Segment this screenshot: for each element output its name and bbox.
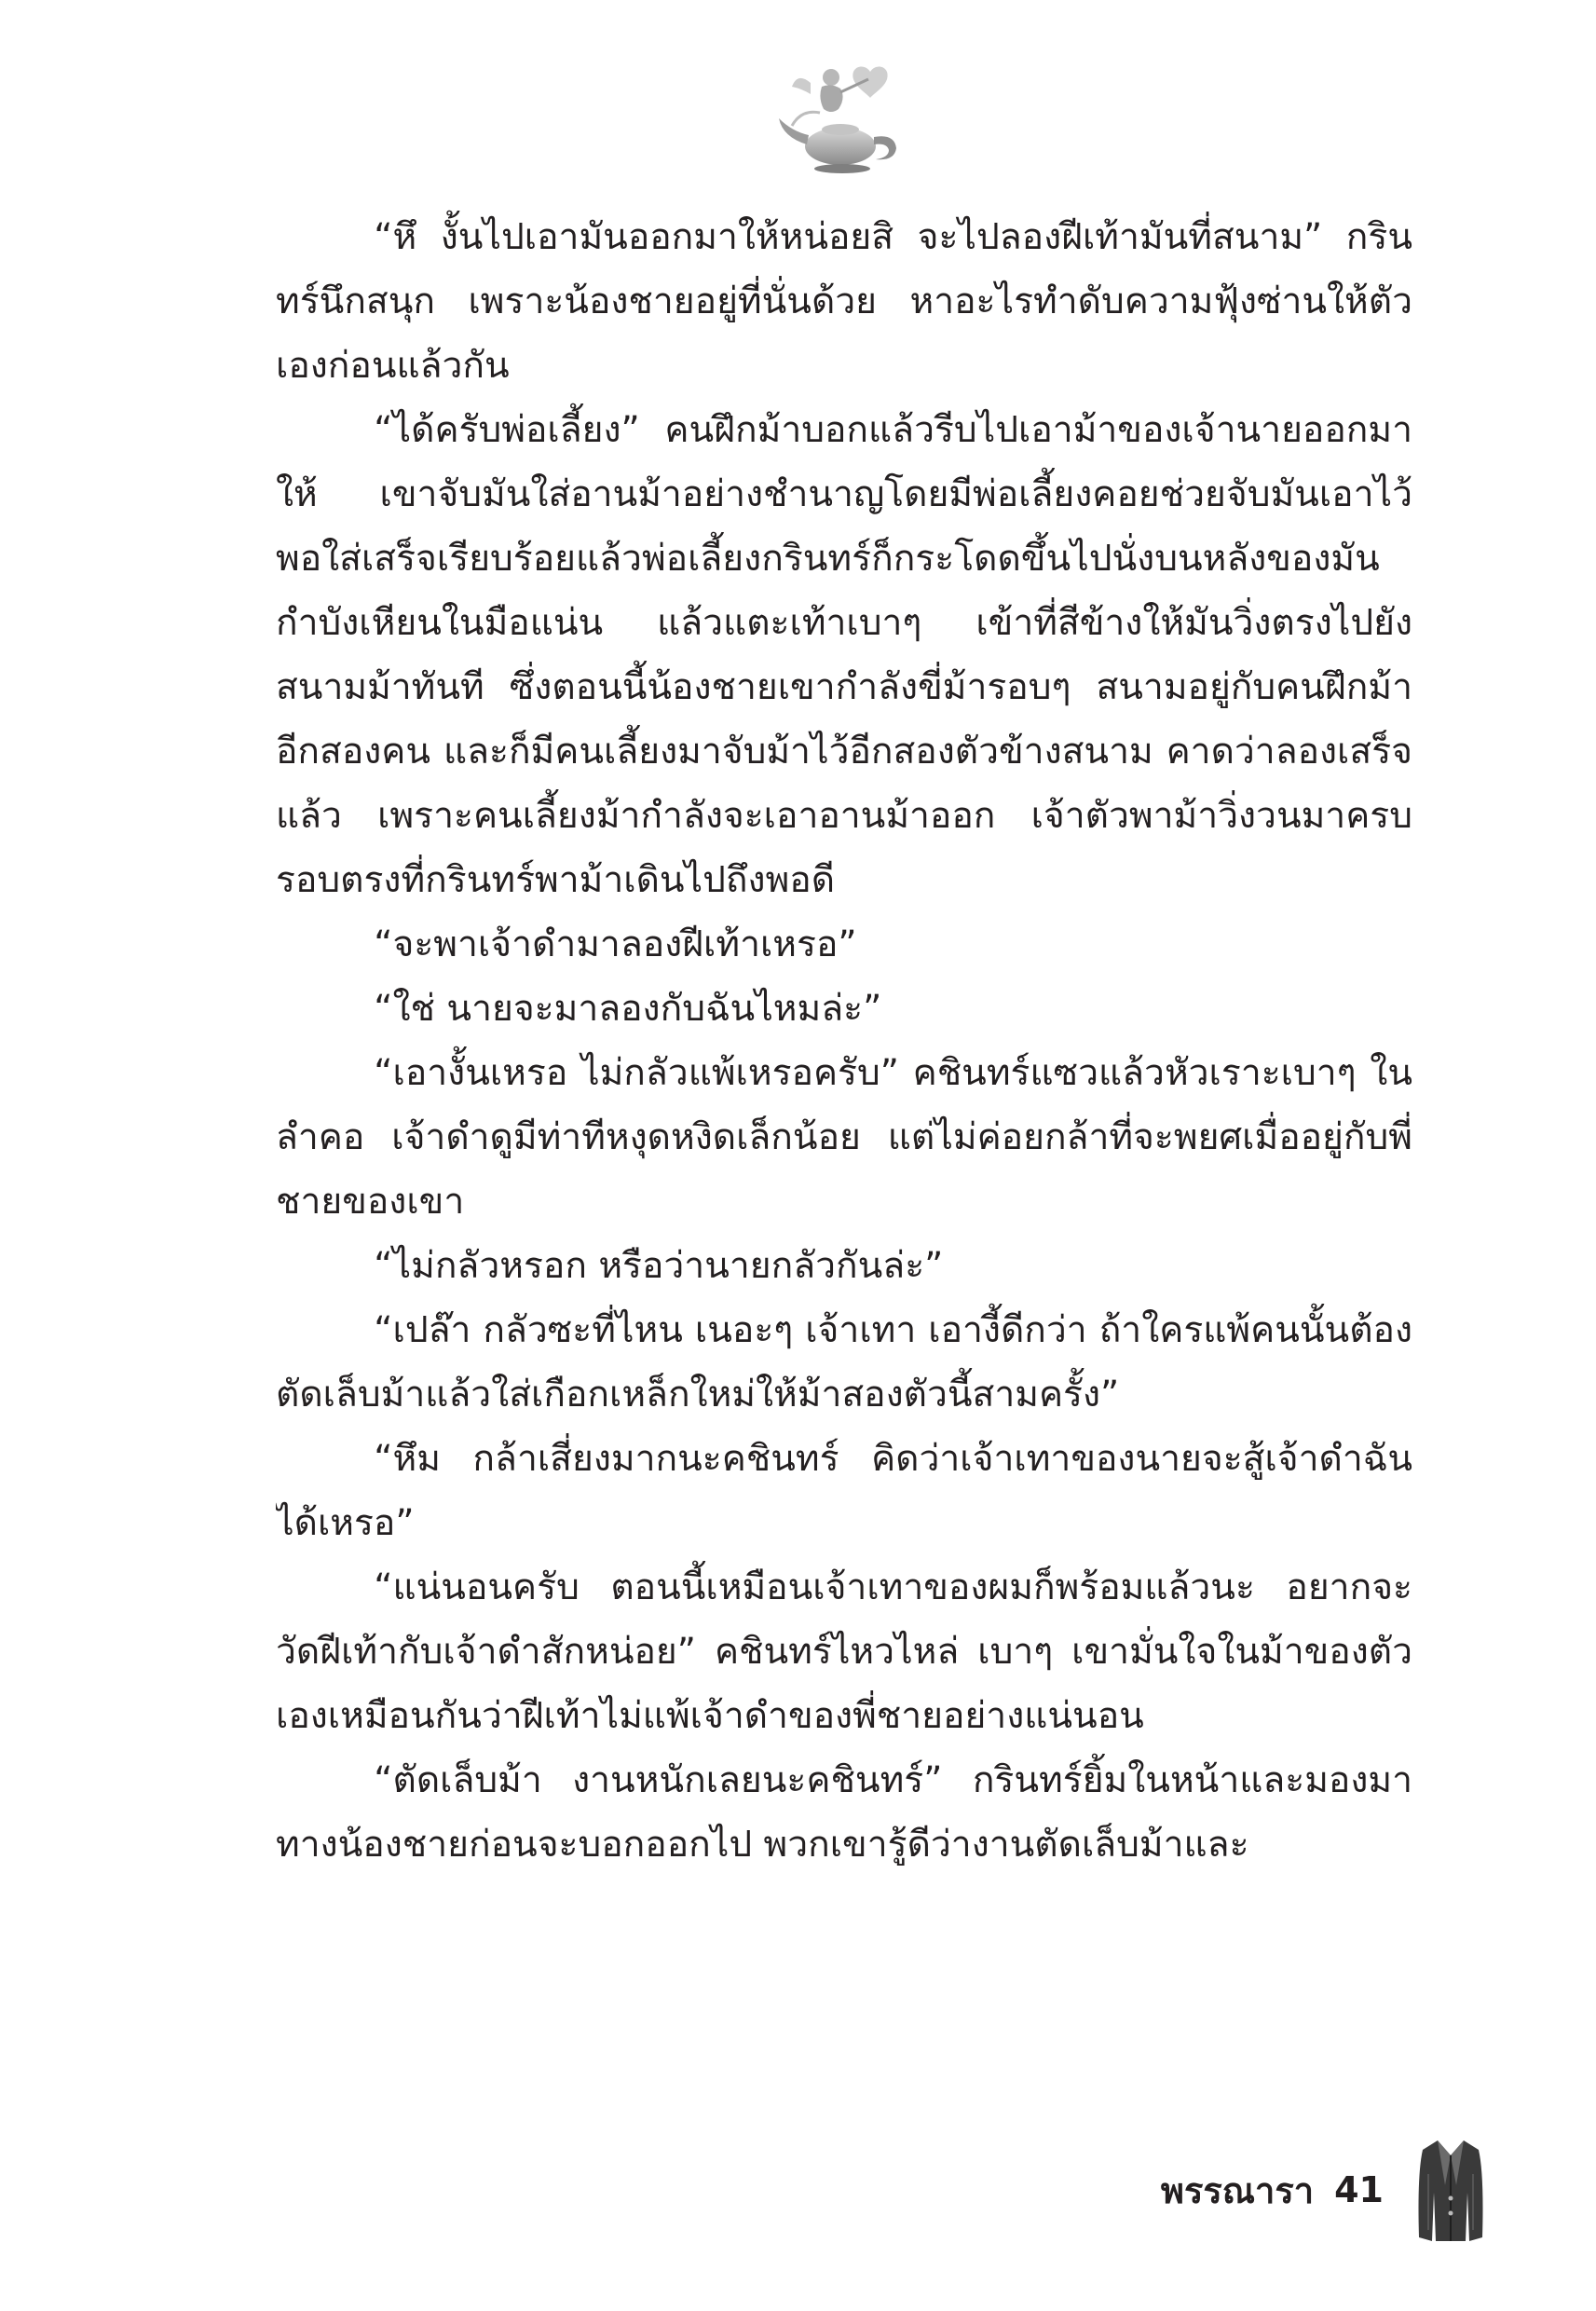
teapot-cupid-ornament-icon <box>773 51 913 191</box>
page-number: 41 <box>1334 2169 1384 2210</box>
suit-jacket-icon <box>1417 2137 1484 2244</box>
paragraph: “เปล๊า กลัวซะที่ไหน เนอะๆ เจ้าเทา เอางี้ดีกว่า ถ้าใครแพ้คนนั้นต้องตัดเล็บม้าแล้วใส่เกือกเหล็กใหม่ให้ม้าสองตัวนี้สามครั้ง” <box>276 1309 1412 1415</box>
paragraph: “แน่นอนครับ ตอนนี้เหมือนเจ้าเทาของผมก็พร้อมแล้วนะ อยากจะวัดฝีเท้ากับเจ้าดำสักหน่อย” คชินทร์ไหวไหล่ เบาๆ เขามั่นใจในม้าของตัวเองเหมือนกันว่าฝีเท้าไม่แพ้เจ้าดำของพี่ชายอย่างแน่นอน <box>276 1566 1412 1737</box>
paragraph: “ใช่ นายจะมาลองกับฉันไหมล่ะ” <box>374 988 882 1030</box>
book-title: พรรณารา <box>1160 2169 1315 2211</box>
page-footer <box>1161 2134 1484 2246</box>
paragraph: “เอางั้นเหรอ ไม่กลัวแพ้เหรอครับ” คชินทร์แซวแล้วหัวเราะเบาๆ ในลำคอ เจ้าดำดูมีท่าทีหงุดหงิดเล็กน้อย แต่ไม่ค่อยกล้าที่จะพยศเมื่ออยู่กับพี่ชายของเขา <box>276 1052 1412 1223</box>
paragraph: “หึม กล้าเสี่ยงมากนะคชินทร์ คิดว่าเจ้าเทาของนายจะสู้เจ้าดำฉันได้เหรอ” <box>276 1438 1412 1544</box>
paragraph: “ได้ครับพ่อเลี้ยง” คนฝึกม้าบอกแล้วรีบไปเอาม้าของเจ้านายออกมาให้ เขาจับมันใส่อานม้าอย่างชำนาญโดยมีพ่อเลี้ยงคอยช่วยจับมันเอาไว้ พอใส่เสร็จเรียบร้อยแล้วพ่อเลี้ยงกรินทร์ก็กระโดดขึ้นไปนั่งบนหลังของมัน กำบังเหียนในมือแน่น แล้วแตะเท้าเบาๆ เข้าที่สีข้างให้มันวิ่งตรงไปยังสนามม้าทันที ซึ่งตอนนี้น้องชายเขากำลังขี่ม้ารอบๆ สนามอยู่กับคนฝึกม้าอีกสองคน และก็มีคนเลี้ยงมาจับม้าไว้อีกสองตัวข้างสนาม คาดว่าลองเสร็จแล้ว เพราะคนเลี้ยงม้ากำลังจะเอาอานม้าออก เจ้าตัวพาม้าวิ่งวนมาครบรอบตรงที่กรินทร์พาม้าเดินไปถึงพอดี <box>276 409 1412 901</box>
paragraph: “ไม่กลัวหรอก หรือว่านายกลัวกันล่ะ” <box>374 1245 944 1287</box>
paragraph: “หึ งั้นไปเอามันออกมาให้หน่อยสิ จะไปลองฝีเท้ามันที่สนาม” กรินทร์นึกสนุก เพราะน้องชายอยู่ที่นั่นด้วย หาอะไรทำดับความฟุ้งซ่านให้ตัวเองก่อนแล้วกัน <box>276 216 1412 387</box>
paragraph: “ตัดเล็บม้า งานหนักเลยนะคชินทร์” กรินทร์ยิ้มในหน้าและมองมาทางน้องชายก่อนจะบอกออกไป พวกเขารู้ดีว่างานตัดเล็บม้าและ <box>276 1759 1412 1866</box>
paragraph: “จะพาเจ้าดำมาลองฝีเท้าเหรอ” <box>374 923 857 965</box>
chapter-text <box>276 205 1412 2013</box>
